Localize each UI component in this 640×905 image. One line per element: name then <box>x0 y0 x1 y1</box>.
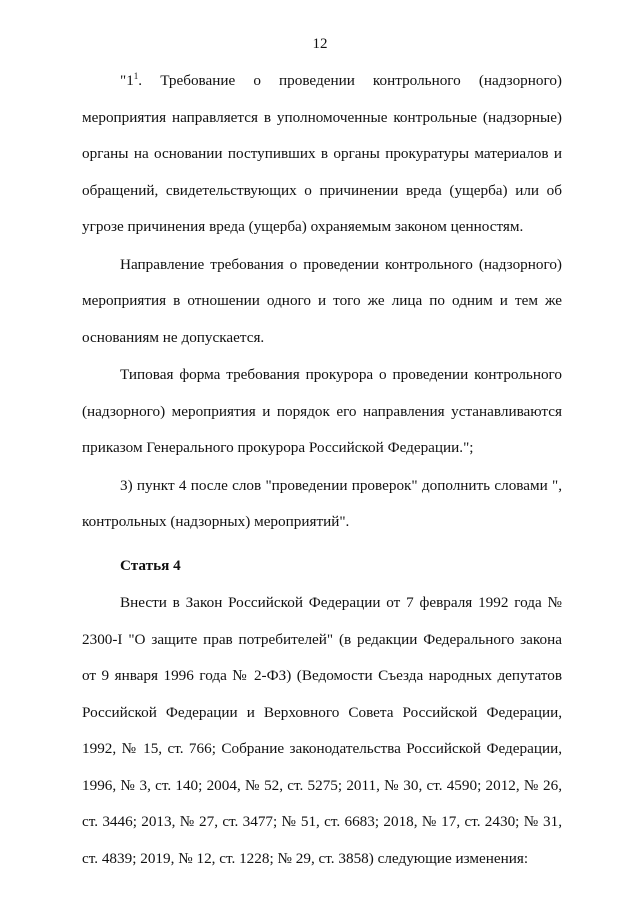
page-number: 12 <box>312 36 328 52</box>
paragraph-superscript: 1 <box>133 71 139 81</box>
paragraph-item-3: 3) пункт 4 после слов "проведении проверок" дополнить словами ", контрольных (надзорных) мероприятий". <box>82 476 562 530</box>
document-body <box>82 63 562 877</box>
paragraph-number: "1 <box>120 72 134 89</box>
paragraph-typical-form: Типовая форма требования прокурора о проведении контрольного (надзорного) мероприятия и порядок его направления устанавливаются приказом Генерального прокурора Российской Федерации."; <box>82 366 562 456</box>
article-heading: Статья 4 <box>120 556 181 574</box>
article-text: Внести в Закон Российской Федерации от 7 февраля 1992 года № 2300-I "О защите прав потребителей" (в редакции Федерального закона от 9 января 1996 года № 2-ФЗ) (Ведомости Съезда народных депутатов Российской Федерации и Верховного Совета Российской Федерации, 1992, № 15, ст. 766; Собрание законодательства Российской Федерации, 1996, № 3, ст. 140; 2004, № 52, ст. 5275; 2011, № 30, ст. 4590; 2012, № 26, ст. 3446; 2013, № 27, ст. 3477; № 51, ст. 6683; 2018, № 17, ст. 2430; № 31, ст. 4839; 2019, № 12, ст. 1228; № 29, ст. 3858) следующие изменения: <box>82 594 562 867</box>
paragraph-text: . Требование о проведении контрольного (надзорного) мероприятия направляется в уполномоченные контрольные (надзорные) органы на основании поступивших в органы прокуратуры материалов и обращений, свидетельствующих о причинении вреда (ущерба) или об угрозе причинения вреда (ущерба) охраняемым законом ценностям. <box>82 72 562 235</box>
paragraph-no-duplicate: Направление требования о проведении контрольного (надзорного) мероприятия в отношении одного и того же лица по одним и тем же основаниям не допускается. <box>82 255 562 346</box>
paragraph-requirement <box>82 63 562 246</box>
